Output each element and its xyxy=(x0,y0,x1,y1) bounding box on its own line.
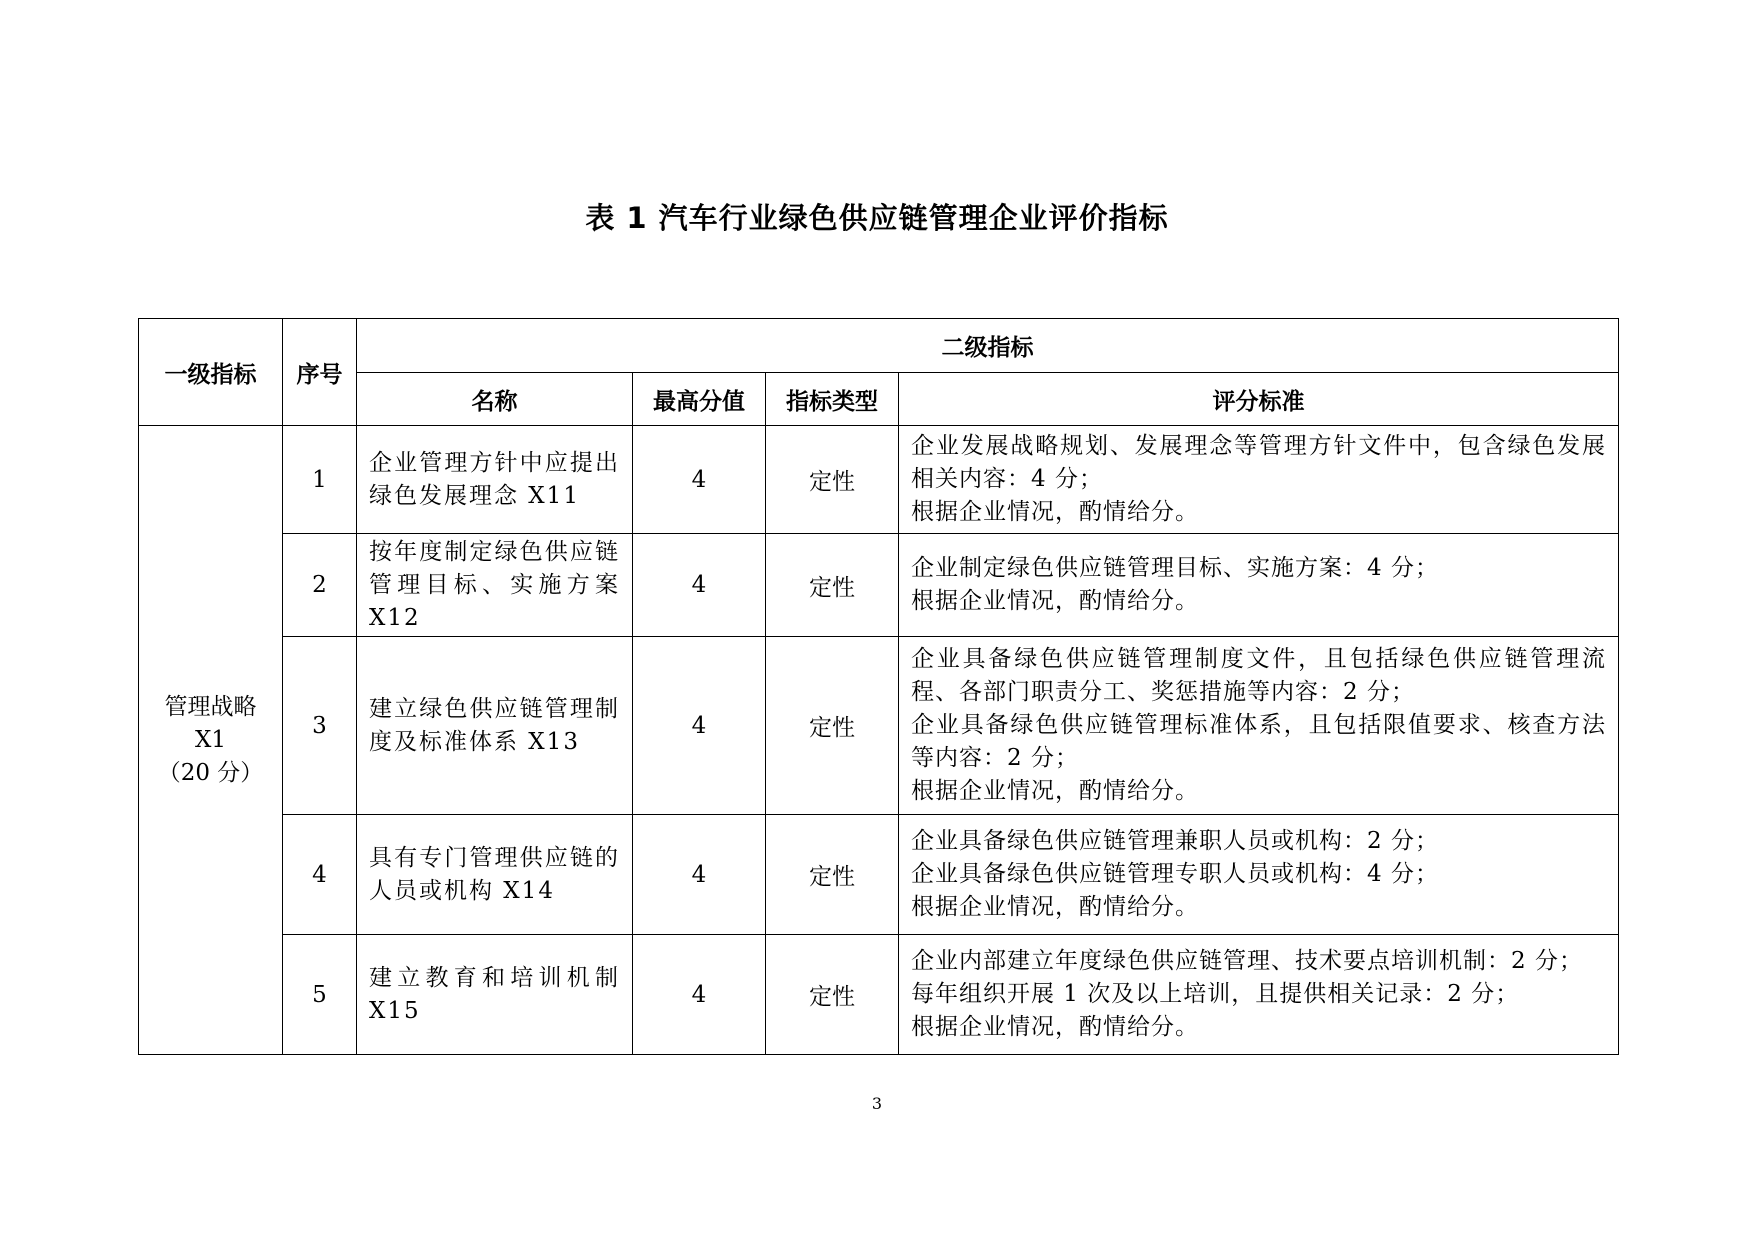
criteria-line: 企业具备绿色供应链管理兼职人员或机构：2 分； xyxy=(911,828,1439,854)
level1-indicator-code: X1 xyxy=(194,726,226,753)
table-row xyxy=(139,637,1619,815)
row-name: 建立教育和培训机制 X15 xyxy=(357,935,633,1055)
criteria-line: 企业具备绿色供应链管理制度文件，且包括绿色供应链管理流程、各部门职责分工、奖惩措施等内容：2 分； xyxy=(911,646,1606,705)
table-row xyxy=(139,426,1619,534)
criteria-line: 企业发展战略规划、发展理念等管理方针文件中，包含绿色发展相关内容：4 分； xyxy=(911,433,1606,492)
header-level2: 二级指标 xyxy=(357,319,1619,373)
row-type: 定性 xyxy=(766,935,899,1055)
criteria-line: 企业制定绿色供应链管理目标、实施方案：4 分； xyxy=(911,555,1439,581)
row-criteria xyxy=(899,935,1619,1055)
table-body xyxy=(139,426,1619,1055)
criteria-line: 根据企业情况，酌情给分。 xyxy=(911,778,1199,804)
header-level1: 一级指标 xyxy=(139,319,283,426)
table-row xyxy=(139,935,1619,1055)
table-row xyxy=(139,815,1619,935)
row-name: 企业管理方针中应提出绿色发展理念 X11 xyxy=(357,426,633,534)
criteria-line: 根据企业情况，酌情给分。 xyxy=(911,499,1199,525)
row-max-score: 4 xyxy=(633,426,766,534)
table-row xyxy=(139,534,1619,637)
criteria-line: 企业内部建立年度绿色供应链管理、技术要点培训机制：2 分； xyxy=(911,948,1583,974)
header-seq: 序号 xyxy=(283,319,357,426)
row-max-score: 4 xyxy=(633,534,766,637)
row-criteria xyxy=(899,534,1619,637)
row-name: 建立绿色供应链管理制度及标准体系 X13 xyxy=(357,637,633,815)
criteria-line: 企业具备绿色供应链管理专职人员或机构：4 分； xyxy=(911,861,1439,887)
row-type: 定性 xyxy=(766,637,899,815)
header-type: 指标类型 xyxy=(766,373,899,426)
row-criteria xyxy=(899,637,1619,815)
row-seq: 5 xyxy=(283,935,357,1055)
row-seq: 4 xyxy=(283,815,357,935)
row-max-score: 4 xyxy=(633,637,766,815)
row-type: 定性 xyxy=(766,426,899,534)
row-criteria xyxy=(899,815,1619,935)
criteria-line: 每年组织开展 1 次及以上培训，且提供相关记录：2 分； xyxy=(911,981,1520,1007)
header-criteria: 评分标准 xyxy=(899,373,1619,426)
row-seq: 2 xyxy=(283,534,357,637)
criteria-line: 根据企业情况，酌情给分。 xyxy=(911,1014,1199,1040)
criteria-line: 根据企业情况，酌情给分。 xyxy=(911,588,1199,614)
criteria-line: 根据企业情况，酌情给分。 xyxy=(911,894,1199,920)
row-name: 具有专门管理供应链的人员或机构 X14 xyxy=(357,815,633,935)
header-name: 名称 xyxy=(357,373,633,426)
page-number: 3 xyxy=(871,1094,883,1113)
row-criteria xyxy=(899,426,1619,534)
header-max-score: 最高分值 xyxy=(633,373,766,426)
row-seq: 3 xyxy=(283,637,357,815)
level1-indicator-score: （20 分） xyxy=(157,759,264,786)
level1-indicator-name: 管理战略 xyxy=(164,693,257,720)
row-max-score: 4 xyxy=(633,935,766,1055)
row-type: 定性 xyxy=(766,534,899,637)
row-seq: 1 xyxy=(283,426,357,534)
indicator-table xyxy=(138,318,1619,1055)
row-name: 按年度制定绿色供应链管理目标、实施方案 X12 xyxy=(357,534,633,637)
level1-indicator-cell xyxy=(139,426,283,1055)
row-max-score: 4 xyxy=(633,815,766,935)
table-title: 表 1 汽车行业绿色供应链管理企业评价指标 xyxy=(585,201,1169,235)
row-type: 定性 xyxy=(766,815,899,935)
criteria-line: 企业具备绿色供应链管理标准体系，且包括限值要求、核查方法等内容：2 分； xyxy=(911,712,1606,771)
